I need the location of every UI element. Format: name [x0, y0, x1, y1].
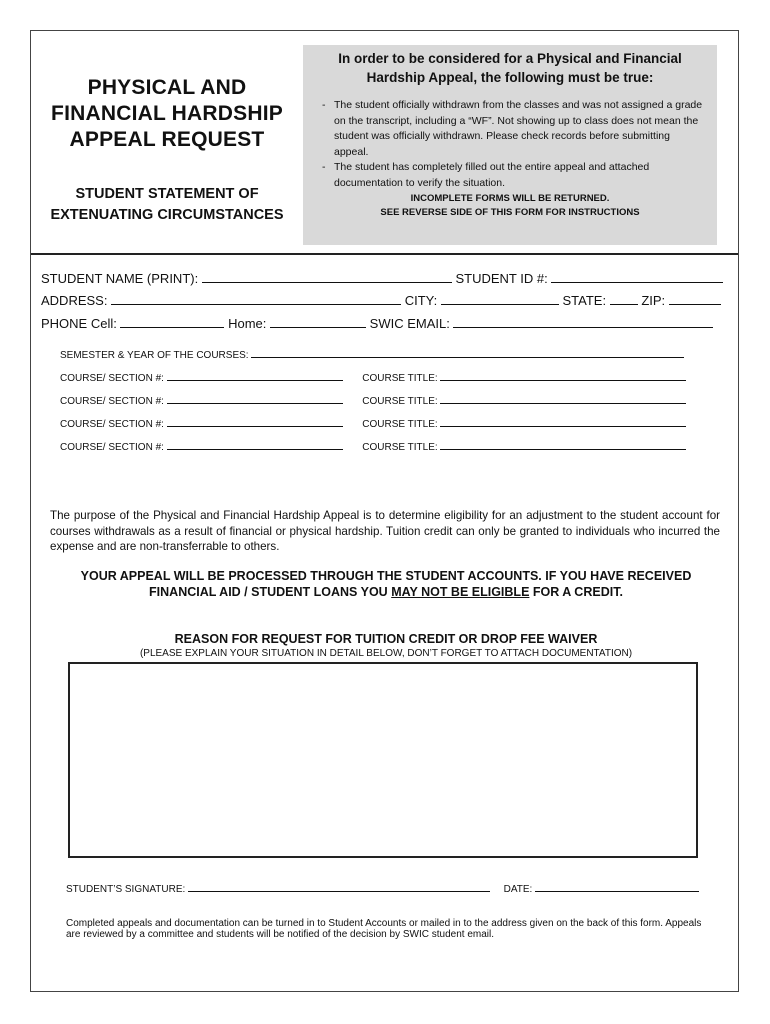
- requirement-item: [322, 160, 703, 191]
- student-id-field[interactable]: [551, 270, 723, 283]
- address-row: [41, 292, 721, 309]
- purpose-paragraph: The purpose of the Physical and Financial Hardship Appeal is to determine eligibility for an adjustment to the student account for courses withdrawals as a result of financial or physical hardship. Tuition credit can only be granted to individuals who incurred the expense and are non-transferrable to others.: [50, 509, 720, 553]
- bullet-dash: -: [322, 161, 326, 173]
- course-title-label: COURSE TITLE:: [362, 373, 438, 384]
- zip-field[interactable]: [669, 292, 721, 305]
- course-title-field[interactable]: [440, 370, 686, 381]
- course-row: [60, 370, 686, 385]
- phone-email-row: [41, 315, 713, 332]
- form-subtitle: [31, 184, 303, 226]
- requirements-list: [322, 98, 703, 191]
- requirement-text: The student has completely filled out the entire appeal and attached documentation to verify the situation.: [334, 161, 650, 189]
- requirement-text: The student officially withdrawn from the classes and was not assigned a grade on the transcript, including a “WF”. Not showing up to class does not mean the student was officially withdrawn. Please check records before submitting appeal.: [334, 99, 703, 158]
- address-label: ADDRESS:: [41, 293, 108, 308]
- swic-email-label: SWIC EMAIL:: [369, 316, 450, 331]
- phone-cell-label: PHONE Cell:: [41, 316, 117, 331]
- course-section-field[interactable]: [167, 370, 343, 381]
- course-row: [60, 393, 686, 408]
- signature-field[interactable]: [188, 881, 490, 892]
- course-section-label: COURSE/ SECTION #:: [60, 419, 164, 430]
- course-row: [60, 416, 686, 431]
- student-name-field[interactable]: [202, 270, 452, 283]
- semester-field[interactable]: [251, 347, 684, 358]
- notice-line: YOUR APPEAL WILL BE PROCESSED THROUGH THE STUDENT ACCOUNTS. IF YOU HAVE RECEIVED: [80, 569, 692, 583]
- course-title-field[interactable]: [440, 393, 686, 404]
- form-subtitle-line: STUDENT STATEMENT OF: [75, 186, 259, 202]
- course-section-label: COURSE/ SECTION #:: [60, 442, 164, 453]
- reason-heading: REASON FOR REQUEST FOR TUITION CREDIT OR DROP FEE WAIVER: [174, 632, 598, 646]
- reason-instructions: (PLEASE EXPLAIN YOUR SITUATION IN DETAIL BELOW, DON’T FORGET TO ATTACH DOCUMENTATION): [139, 648, 633, 659]
- bullet-dash: -: [322, 99, 326, 111]
- zip-label: ZIP:: [641, 293, 666, 308]
- date-label: DATE:: [503, 884, 533, 895]
- form-subtitle-line: EXTENUATING CIRCUMSTANCES: [50, 207, 284, 223]
- course-row: [60, 439, 686, 454]
- form-title-line: PHYSICAL AND: [87, 76, 247, 99]
- course-title-label: COURSE TITLE:: [362, 396, 438, 407]
- name-id-row: [41, 270, 723, 287]
- course-section-field[interactable]: [167, 416, 343, 427]
- course-section-field[interactable]: [167, 439, 343, 450]
- form-title: [31, 75, 303, 153]
- phone-home-label: Home:: [228, 316, 267, 331]
- course-title-field[interactable]: [440, 416, 686, 427]
- course-title-field[interactable]: [440, 439, 686, 450]
- processing-notice: [51, 568, 721, 600]
- reverse-side-note-line: SEE REVERSE SIDE OF THIS FORM FOR INSTRUCTIONS: [380, 207, 640, 218]
- semester-label: SEMESTER & YEAR OF THE COURSES:: [60, 350, 249, 361]
- course-section-label: COURSE/ SECTION #:: [60, 373, 164, 384]
- course-section-label: COURSE/ SECTION #:: [60, 396, 164, 407]
- signature-row: [66, 881, 699, 896]
- notice-text: FINANCIAL AID / STUDENT LOANS YOU: [149, 585, 392, 599]
- form-title-line: FINANCIAL HARDSHIP: [51, 102, 283, 125]
- phone-home-field[interactable]: [270, 315, 366, 328]
- swic-email-field[interactable]: [453, 315, 713, 328]
- form-header: [31, 31, 303, 253]
- course-title-label: COURSE TITLE:: [362, 442, 438, 453]
- semester-row: [60, 347, 684, 362]
- submission-note: Completed appeals and documentation can be turned in to Student Accounts or mailed in to the address given on the back of this form. Appeals are reviewed by a committee and students will be notified of the decision by SWIC student email.: [66, 918, 702, 940]
- state-label: STATE:: [562, 293, 607, 308]
- requirements-box: [303, 45, 717, 245]
- state-field[interactable]: [610, 292, 638, 305]
- student-id-label: STUDENT ID #:: [455, 271, 548, 286]
- date-field[interactable]: [535, 881, 699, 892]
- course-section-field[interactable]: [167, 393, 343, 404]
- phone-cell-field[interactable]: [120, 315, 224, 328]
- city-label: CITY:: [404, 293, 438, 308]
- course-title-label: COURSE TITLE:: [362, 419, 438, 430]
- notice-line: [51, 584, 721, 600]
- requirements-heading: In order to be considered for a Physical and Financial Hardship Appeal, the following must be true:: [338, 51, 682, 85]
- header-divider: [31, 253, 738, 255]
- form-page: [30, 30, 739, 992]
- student-name-label: STUDENT NAME (PRINT):: [41, 271, 199, 286]
- city-field[interactable]: [441, 292, 559, 305]
- address-field[interactable]: [111, 292, 401, 305]
- form-title-line: APPEAL REQUEST: [69, 128, 265, 151]
- not-eligible-emphasis: MAY NOT BE ELIGIBLE: [391, 585, 530, 599]
- incomplete-note: [303, 192, 717, 220]
- signature-label: STUDENT’S SIGNATURE:: [66, 884, 186, 895]
- notice-text: FOR A CREDIT.: [529, 585, 623, 599]
- incomplete-note-line: INCOMPLETE FORMS WILL BE RETURNED.: [410, 193, 610, 204]
- requirement-item: [322, 98, 703, 160]
- reason-textarea[interactable]: [68, 662, 698, 858]
